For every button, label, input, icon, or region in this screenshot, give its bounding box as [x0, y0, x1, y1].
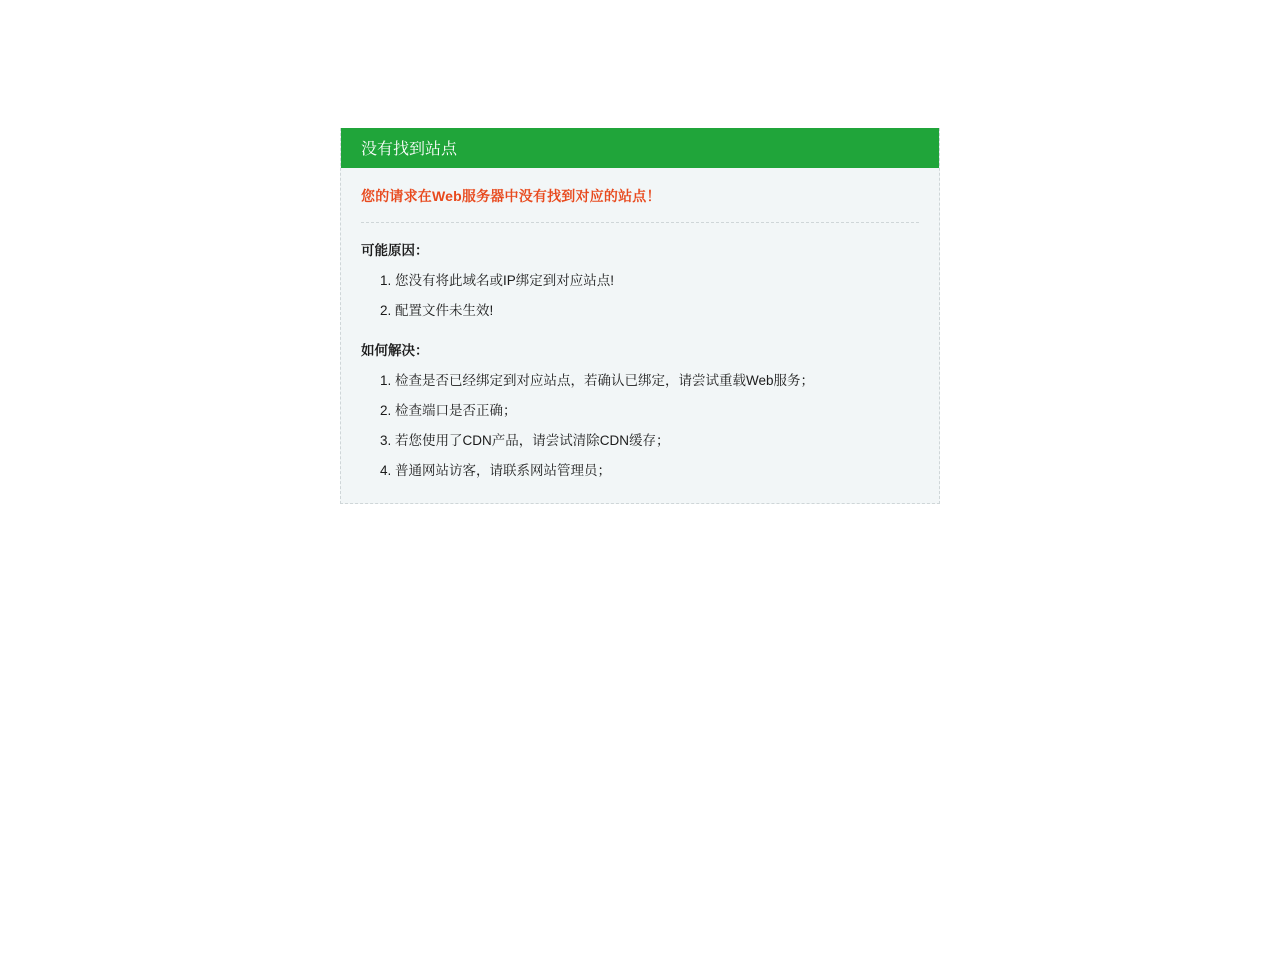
divider [361, 222, 919, 223]
panel-header [341, 128, 939, 168]
reasons-title: 可能原因： [361, 243, 429, 258]
solutions-list [361, 371, 919, 481]
list-item: 1. 您没有将此域名或IP绑定到对应站点! [395, 271, 919, 291]
list-item: 4. 普通网站访客，请联系网站管理员； [395, 461, 919, 481]
page-title: 没有找到站点 [361, 141, 458, 158]
list-item: 2. 配置文件未生效! [395, 301, 919, 321]
reasons-list [361, 271, 919, 321]
list-item: 1. 检查是否已经绑定到对应站点，若确认已绑定，请尝试重载Web服务； [395, 371, 919, 391]
panel-body [341, 168, 939, 503]
list-item: 2. 检查端口是否正确； [395, 401, 919, 421]
alert-message: 您的请求在Web服务器中没有找到对应的站点！ [361, 188, 661, 204]
list-item: 3. 若您使用了CDN产品，请尝试清除CDN缓存； [395, 431, 919, 451]
error-panel [340, 128, 940, 504]
solutions-title: 如何解决： [361, 343, 429, 358]
